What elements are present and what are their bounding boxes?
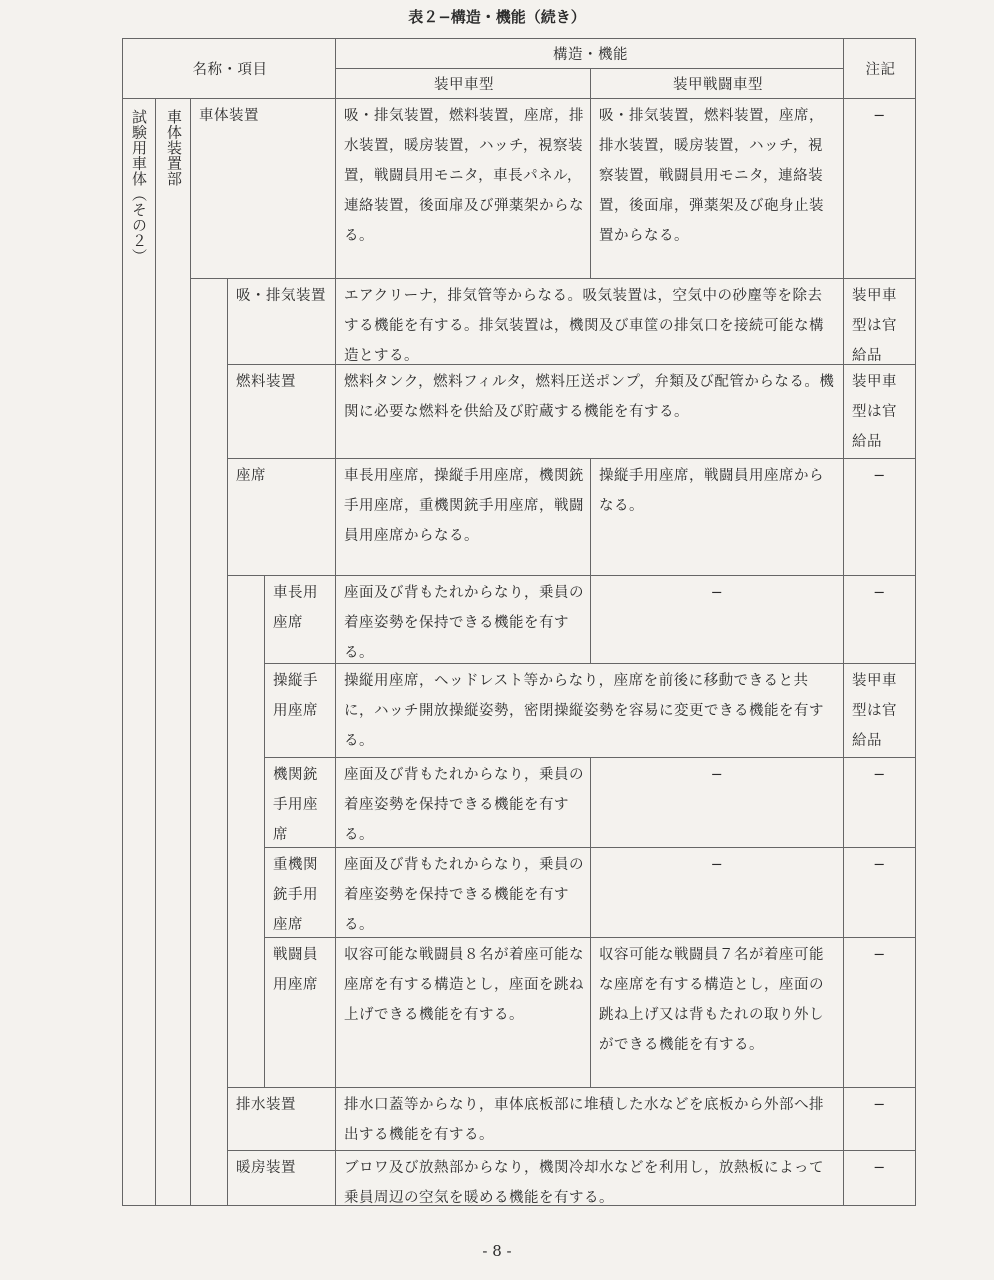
group-body-equipment: 車体装置部: [155, 98, 191, 1206]
driver-seat-note: 装甲車型は官給品: [843, 663, 916, 758]
row-label-driver-seat: 操縦手用座席: [264, 663, 336, 758]
page-number: - 8 -: [482, 1242, 512, 1260]
crew-seat-note: −: [843, 937, 916, 1088]
row-label-body-device: 車体装置: [190, 98, 336, 279]
crew-seat-armored: 収容可能な戦闘員８名が着座可能な座席を有する構造とし，座面を跳ね上げできる機能を有する。: [335, 937, 591, 1088]
row-label-heater: 暖房装置: [227, 1150, 336, 1206]
seats-note: −: [843, 458, 916, 576]
header-name-item: 名称・項目: [122, 38, 336, 99]
row-label-intake-exhaust: 吸・排気装置: [227, 278, 336, 365]
drainage-common: 排水口蓋等からなり，車体底板部に堆積した水などを底板から外部へ排出する機能を有する。: [335, 1087, 844, 1151]
row-label-commander-seat: 車長用座席: [264, 575, 336, 664]
indent-column: [190, 278, 228, 1206]
row-label-gunner-seat: 機関銃手用座席: [264, 757, 336, 848]
intake-exhaust-common: エアクリーナ，排気管等からなる。吸気装置は，空気中の砂塵等を除去する機能を有する。排気装置は，機関及び車筐の排気口を接続可能な構造とする。: [335, 278, 844, 365]
heavy-gunner-seat-armored: 座面及び背もたれからなり，乗員の着座姿勢を保持できる機能を有する。: [335, 847, 591, 938]
fuel-note: 装甲車型は官給品: [843, 364, 916, 459]
commander-seat-note: −: [843, 575, 916, 664]
header-structure-function: 構造・機能: [335, 38, 844, 69]
body-device-armored: 吸・排気装置，燃料装置，座席，排水装置，暖房装置，ハッチ，視察装置，戦闘員用モニタ，車長パネル，連絡装置，後面扉及び弾薬架からなる。: [335, 98, 591, 279]
gunner-seat-armored: 座面及び背もたれからなり，乗員の着座姿勢を保持できる機能を有する。: [335, 757, 591, 848]
header-armored-combat-vehicle: 装甲戦闘車型: [590, 68, 844, 99]
body-device-combat: 吸・排気装置，燃料装置，座席，排水装置，暖房装置，ハッチ，視察装置，戦闘員用モニタ，連絡装置，後面扉，弾薬架及び砲身止装置からなる。: [590, 98, 844, 279]
heater-common: ブロワ及び放熱部からなり，機関冷却水などを利用し，放熱板によって乗員周辺の空気を暖める機能を有する。: [335, 1150, 844, 1206]
header-armored-car: 装甲車型: [335, 68, 591, 99]
crew-seat-combat: 収容可能な戦闘員７名が着座可能な座席を有する構造とし，座面の跳ね上げ又は背もたれの取り外しができる機能を有する。: [590, 937, 844, 1088]
drainage-note: −: [843, 1087, 916, 1151]
commander-seat-combat: −: [590, 575, 844, 664]
row-label-crew-seat: 戦闘員用座席: [264, 937, 336, 1088]
body-device-note: −: [843, 98, 916, 279]
row-label-drainage: 排水装置: [227, 1087, 336, 1151]
driver-seat-common: 操縦用座席，ヘッドレスト等からなり，座席を前後に移動できると共に，ハッチ開放操縦姿勢，密閉操縦姿勢を容易に変更できる機能を有する。: [335, 663, 844, 758]
group-test-body: 試験用車体（その２）: [122, 98, 156, 1206]
heater-note: −: [843, 1150, 916, 1206]
row-label-fuel: 燃料装置: [227, 364, 336, 459]
seat-indent-column: [227, 575, 265, 1088]
row-label-heavy-gunner-seat: 重機関銃手用座席: [264, 847, 336, 938]
intake-exhaust-note: 装甲車型は官給品: [843, 278, 916, 365]
heavy-gunner-seat-combat: −: [590, 847, 844, 938]
heavy-gunner-seat-note: −: [843, 847, 916, 938]
row-label-seats: 座席: [227, 458, 336, 576]
header-note: 注記: [843, 38, 916, 99]
gunner-seat-combat: −: [590, 757, 844, 848]
seats-combat: 操縦手用座席，戦闘員用座席からなる。: [590, 458, 844, 576]
fuel-common: 燃料タンク，燃料フィルタ，燃料圧送ポンプ，弁類及び配管からなる。機関に必要な燃料を供給及び貯蔵する機能を有する。: [335, 364, 844, 459]
table-title: 表２−構造・機能（続き）: [408, 8, 586, 26]
commander-seat-armored: 座面及び背もたれからなり，乗員の着座姿勢を保持できる機能を有する。: [335, 575, 591, 664]
gunner-seat-note: −: [843, 757, 916, 848]
seats-armored: 車長用座席，操縦手用座席，機関銃手用座席，重機関銃手用座席，戦闘員用座席からなる。: [335, 458, 591, 576]
